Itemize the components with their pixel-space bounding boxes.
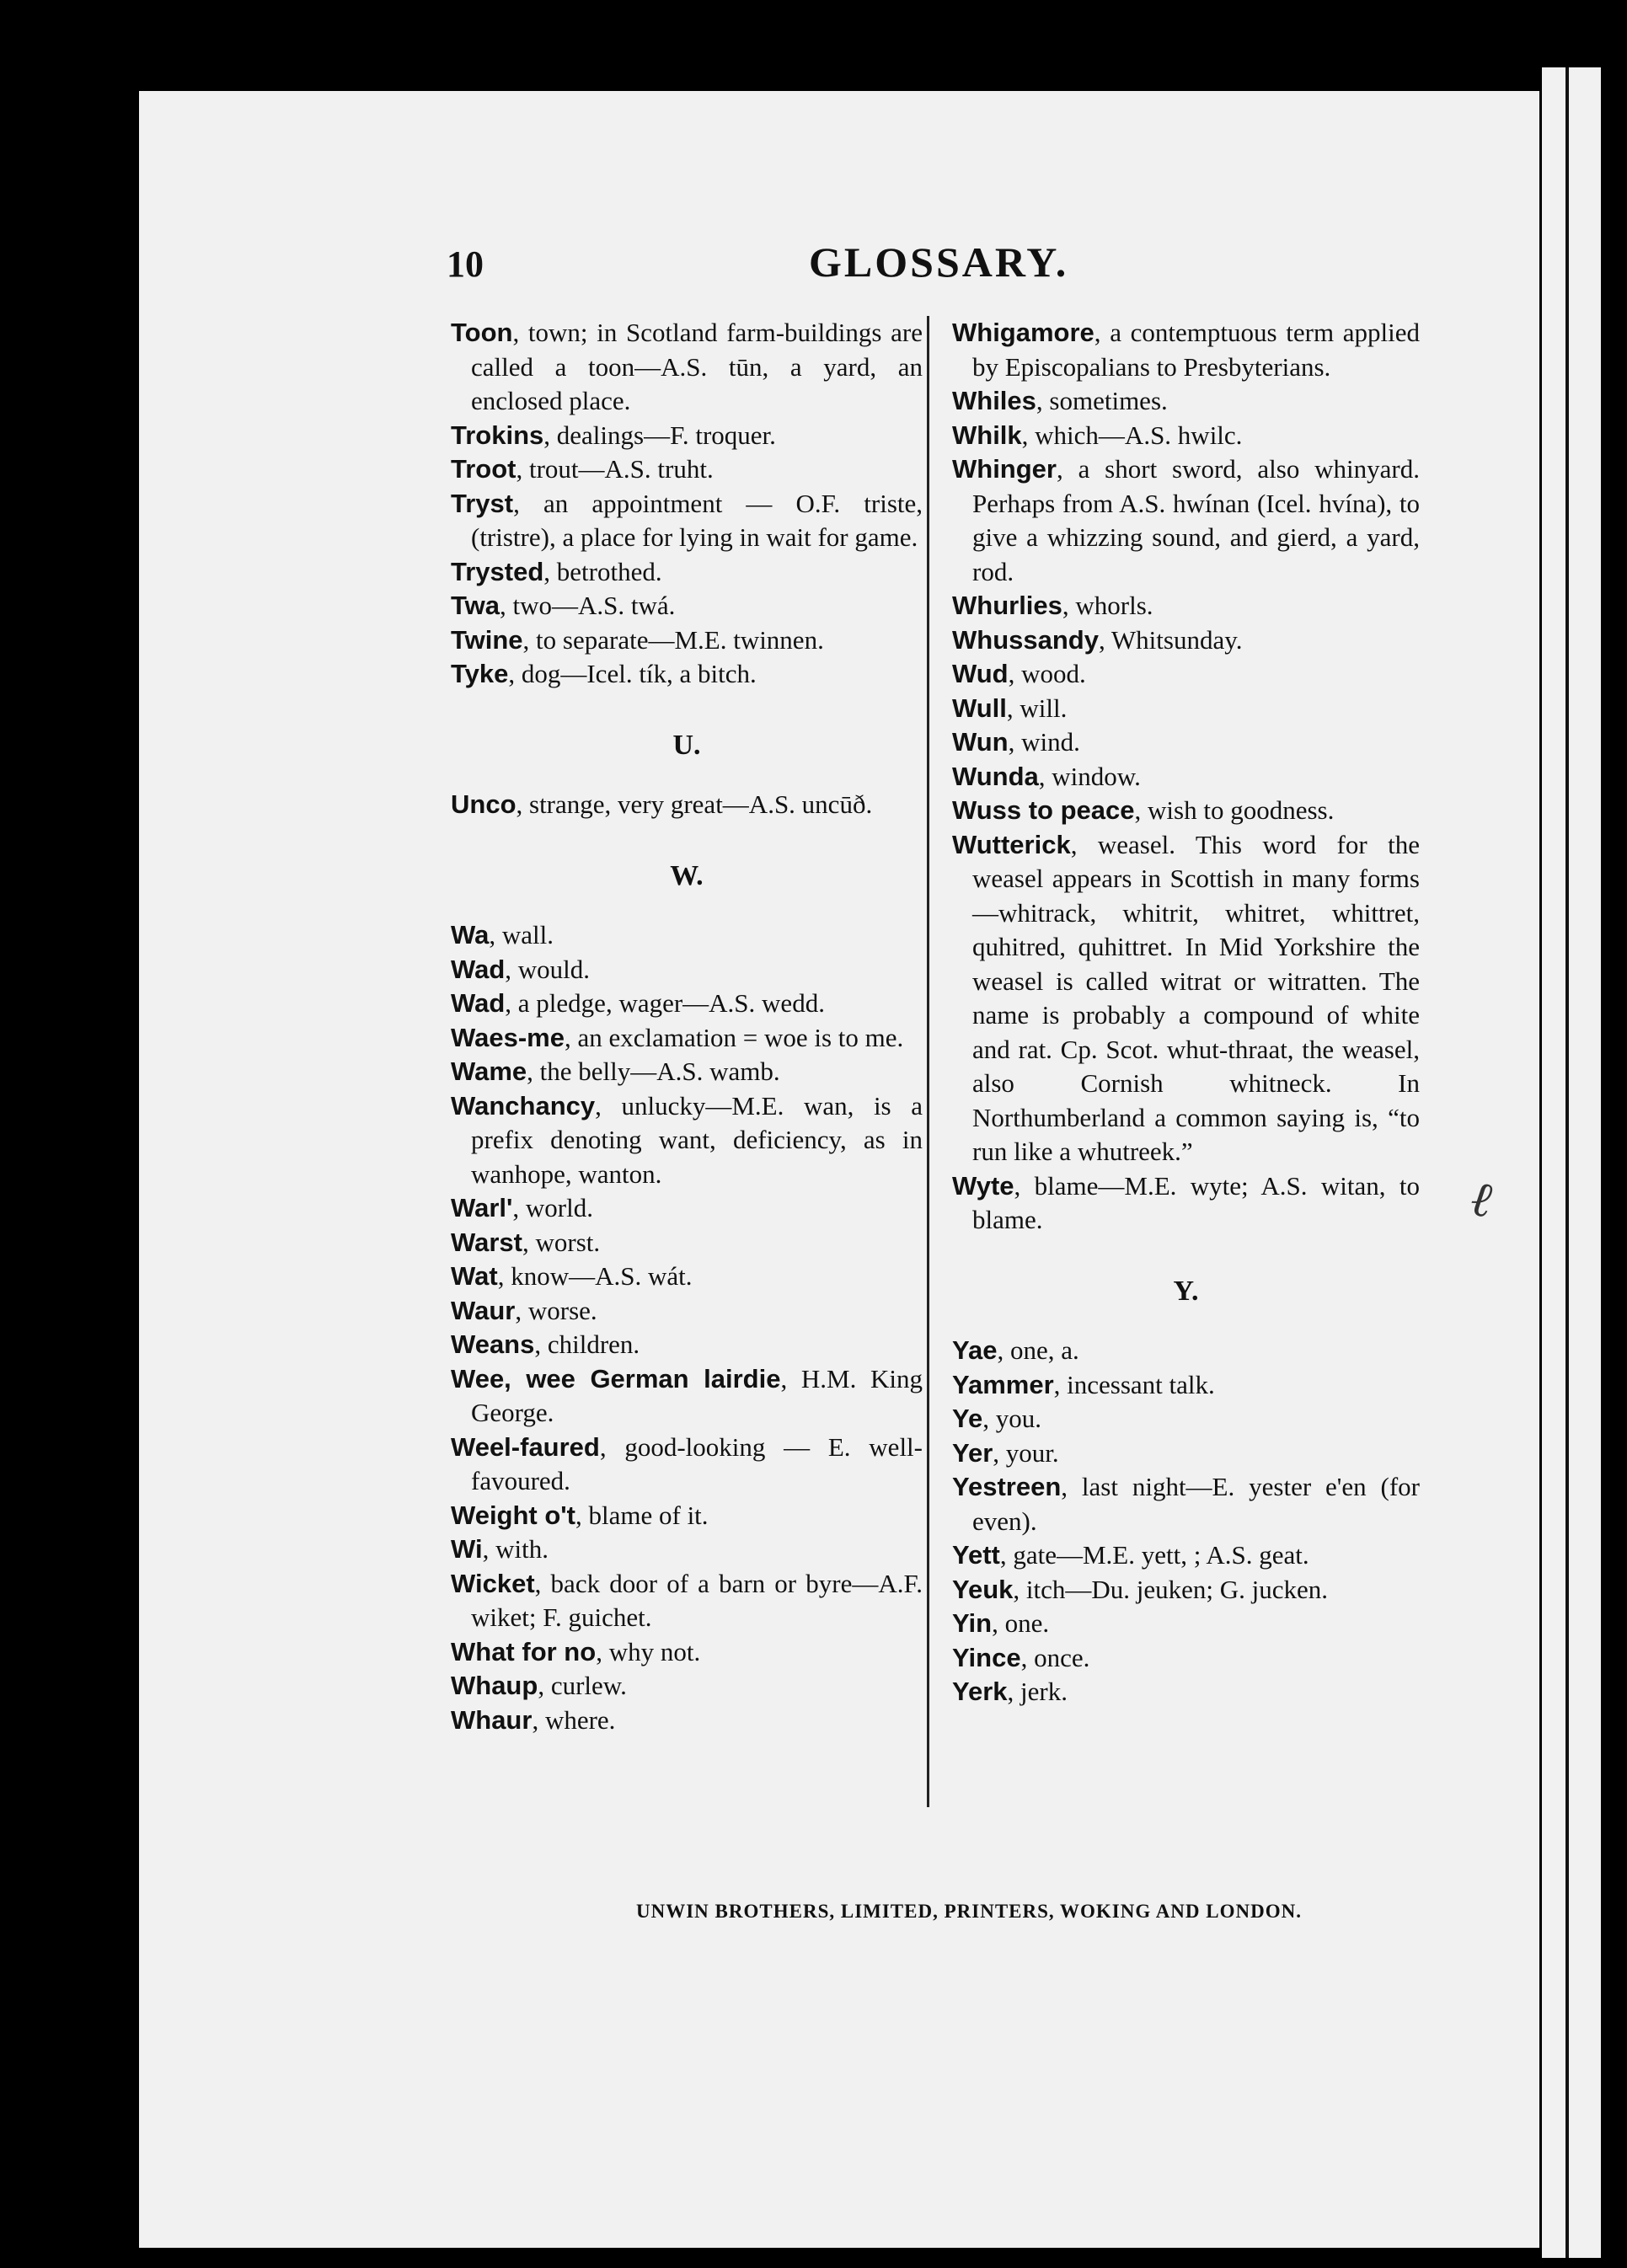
headword: Weans (451, 1329, 535, 1359)
headword: Wa (451, 920, 490, 949)
glossary-entry (451, 589, 923, 623)
definition: , will. (1006, 693, 1068, 723)
definition: , betrothed. (543, 556, 662, 586)
headword: Waes-me (451, 1022, 565, 1052)
definition: , would. (505, 954, 591, 984)
definition: , dog—Icel. tík, a bitch. (508, 659, 757, 688)
definition: , know—A.S. wát. (497, 1261, 693, 1291)
headword: Troot (451, 454, 516, 484)
headword: Yae (952, 1335, 998, 1365)
headword: Wanchancy (451, 1090, 596, 1121)
headword: Wuss to peace (952, 795, 1135, 825)
headword: Wame (451, 1056, 527, 1086)
headword: Wull (952, 693, 1007, 723)
glossary-entry (952, 316, 1420, 384)
glossary-entry (952, 1538, 1420, 1573)
definition: , curlew. (538, 1671, 627, 1700)
glossary-entry (451, 1533, 923, 1567)
definition: , children. (534, 1329, 640, 1359)
glossary-entry (952, 384, 1420, 419)
section-letter: U. (672, 729, 701, 761)
glossary-entry (952, 589, 1420, 623)
glossary-entry (451, 1260, 923, 1294)
headword: Yammer (952, 1369, 1054, 1399)
section-letter: W. (670, 859, 704, 891)
glossary-entry (451, 487, 923, 555)
definition: , to separate—M.E. twinnen. (522, 624, 824, 655)
headword: Wun (952, 727, 1009, 757)
headword: Wat (451, 1261, 498, 1291)
definition: , Whitsunday. (1098, 624, 1243, 655)
section-letter: Y. (1173, 1275, 1199, 1307)
glossary-entry (451, 555, 923, 590)
headword: Whurlies (952, 591, 1062, 620)
headword: Wad (451, 988, 506, 1018)
glossary-entry (952, 1641, 1420, 1676)
headword: Wud (952, 659, 1009, 688)
headword: Wutterick (952, 829, 1071, 859)
definition: , worse. (515, 1295, 597, 1325)
headword: Wunda (952, 761, 1039, 791)
definition: , which—A.S. hwilc. (1021, 420, 1243, 450)
headword: Warl' (451, 1193, 513, 1222)
glossary-entry (451, 316, 923, 419)
headword: Twine (451, 624, 523, 655)
definition: , good-looking — E. well-favoured. (471, 1431, 923, 1495)
headword: Yin (952, 1608, 993, 1638)
page-number: 10 (447, 243, 484, 285)
glossary-entry (451, 1431, 923, 1499)
glossary-entry (451, 1328, 923, 1362)
headword: Weight o't (451, 1500, 575, 1530)
glossary-entry (451, 1191, 923, 1226)
glossary-entry (451, 1021, 923, 1056)
definition: , one, a. (997, 1335, 1079, 1365)
glossary-entry (952, 1573, 1420, 1607)
headword: Whilk (952, 420, 1022, 450)
definition: , itch—Du. jeuken; G. jucken. (1013, 1574, 1329, 1604)
headword: Ye (952, 1404, 983, 1433)
page-title: GLOSSARY. (809, 238, 1069, 286)
definition: , you. (982, 1404, 1041, 1433)
headword: Yestreen (952, 1472, 1062, 1501)
glossary-entry (451, 788, 923, 822)
glossary-entry (451, 419, 923, 453)
headword: Waur (451, 1295, 516, 1325)
headword: Trysted (451, 556, 544, 586)
definition: , town; in Scotland farm-buildings are called a toon—A.S. tūn, a yard, an enclosed place. (471, 318, 923, 415)
definition: , whorls. (1062, 591, 1153, 620)
glossary-entry (952, 794, 1420, 828)
definition: , your. (993, 1437, 1059, 1468)
glossary-entry (952, 1470, 1420, 1538)
definition: , blame—M.E. wyte; A.S. witan, to blame. (972, 1170, 1420, 1234)
definition: , last night—E. yester e'en (for even). (972, 1472, 1420, 1536)
glossary-entry (451, 987, 923, 1021)
definition: , unlucky—M.E. wan, is a prefix denoting want, deficiency, as in wanhope, wanton. (471, 1090, 923, 1189)
glossary-right-column (952, 316, 1420, 1709)
definition: , incessant talk. (1053, 1369, 1215, 1399)
definition: , gate—M.E. yett, ; A.S. geat. (999, 1540, 1309, 1570)
glossary-entry (451, 1089, 923, 1192)
definition: , strange, very great—A.S. uncūð. (516, 789, 873, 819)
definition: , where. (532, 1704, 616, 1735)
glossary-entry (952, 1675, 1420, 1709)
glossary-entry (451, 1669, 923, 1704)
definition: , H.M. King George. (471, 1363, 923, 1427)
headword: Whiles (952, 386, 1036, 415)
pencil-mark-icon: ℓ (1462, 1169, 1502, 1229)
headword: Twa (451, 591, 500, 620)
headword: Trokins (451, 420, 544, 450)
headword: Weel-faured (451, 1431, 600, 1462)
glossary-entry (451, 1362, 923, 1431)
glossary-entry (451, 918, 923, 953)
headword: Whinger (952, 454, 1057, 484)
headword: Yeuk (952, 1574, 1014, 1604)
glossary-entry (451, 1055, 923, 1089)
definition: , why not. (596, 1636, 701, 1666)
glossary-entry (952, 760, 1420, 794)
definition: , with. (482, 1534, 549, 1564)
definition: , weasel. This word for the weasel appears in Scottish in many forms—whitrack, whitrit, whitret, whittret, quhitred, quhittret. In Mid Yorkshire the weasel is called witrat or witratten. The name is probably a compound of white and rat. Cp. Scot. whut-thraat, the weasel, also Cornish whitneck. In Northumberland a common saying is, “to run like a whutreek.” (972, 829, 1420, 1166)
headword: Whussandy (952, 624, 1099, 655)
glossary-entry (952, 828, 1420, 1169)
definition: , jerk. (1007, 1677, 1068, 1706)
definition: , back door of a barn or byre—A.F. wiket; F. guichet. (471, 1568, 923, 1632)
definition: , window. (1038, 761, 1141, 791)
glossary-entry (952, 725, 1420, 760)
glossary-entry (451, 1704, 923, 1738)
glossary-entry (952, 1169, 1420, 1238)
glossary-entry (451, 953, 923, 987)
definition: , world. (512, 1193, 593, 1222)
headword: Whigamore (952, 318, 1094, 347)
glossary-entry (952, 692, 1420, 726)
definition: , an exclamation = woe is to me. (564, 1022, 904, 1052)
definition: , wood. (1008, 659, 1086, 688)
headword: Wicket (451, 1568, 535, 1598)
headword: Wee, wee German lairdie (451, 1363, 781, 1393)
headword: Toon (451, 318, 513, 347)
definition: , worst. (522, 1227, 601, 1257)
definition: , once. (1020, 1642, 1090, 1672)
headword: Yett (952, 1540, 1000, 1570)
printer-imprint: UNWIN BROTHERS, LIMITED, PRINTERS, WOKING AND LONDON. (636, 1901, 1302, 1922)
definition: , a pledge, wager—A.S. wedd. (505, 988, 825, 1018)
definition: , wall. (489, 920, 554, 949)
column-divider (927, 316, 929, 1807)
definition: , two—A.S. twá. (500, 591, 676, 620)
headword: Tryst (451, 488, 514, 518)
definition: , wind. (1008, 727, 1080, 757)
definition: , wish to goodness. (1134, 795, 1335, 825)
page-gutter-line (1565, 67, 1569, 2258)
definition: , trout—A.S. truht. (516, 454, 714, 484)
glossary-entry (952, 1368, 1420, 1403)
glossary-entry (952, 1436, 1420, 1471)
glossary-entry (952, 1402, 1420, 1436)
glossary-entry (952, 1607, 1420, 1641)
headword: Tyke (451, 659, 509, 688)
glossary-entry (451, 1499, 923, 1533)
headword: Warst (451, 1227, 522, 1257)
glossary-entry (952, 623, 1420, 658)
glossary-entry (451, 623, 923, 658)
glossary-entry (451, 1226, 923, 1260)
headword: Unco (451, 789, 516, 819)
definition: , a short sword, also whinyard. Perhaps from A.S. hwínan (Icel. hvína), to give a whizzing sound, and gierd, a yard, rod. (972, 454, 1420, 586)
headword: Yince (952, 1642, 1021, 1672)
headword: Yer (952, 1437, 993, 1468)
definition: , dealings—F. troquer. (543, 420, 776, 450)
headword: Yerk (952, 1677, 1008, 1706)
glossary-entry (451, 657, 923, 692)
glossary-entry (451, 1635, 923, 1670)
glossary-left-column (451, 316, 923, 1737)
definition: , blame of it. (575, 1500, 709, 1530)
definition: , one. (992, 1608, 1050, 1638)
headword: Whaur (451, 1704, 533, 1735)
headword: Wyte (952, 1170, 1014, 1201)
glossary-entry (952, 452, 1420, 589)
definition: , sometimes. (1036, 386, 1168, 415)
definition: , a contemptuous term applied by Episcopalians to Presbyterians. (972, 318, 1420, 382)
next-page-edge (1542, 67, 1601, 2258)
headword: Whaup (451, 1671, 538, 1700)
glossary-entry (451, 1567, 923, 1635)
headword: Wad (451, 954, 506, 984)
glossary-entry (952, 419, 1420, 453)
definition: , an appointment — O.F. triste, (tristre), a place for lying in wait for game. (471, 488, 923, 552)
headword: What for no (451, 1636, 597, 1666)
glossary-entry (451, 1294, 923, 1329)
glossary-entry (952, 1334, 1420, 1368)
glossary-entry (952, 657, 1420, 692)
headword: Wi (451, 1534, 483, 1564)
glossary-entry (451, 452, 923, 487)
definition: , the belly—A.S. wamb. (527, 1056, 780, 1086)
